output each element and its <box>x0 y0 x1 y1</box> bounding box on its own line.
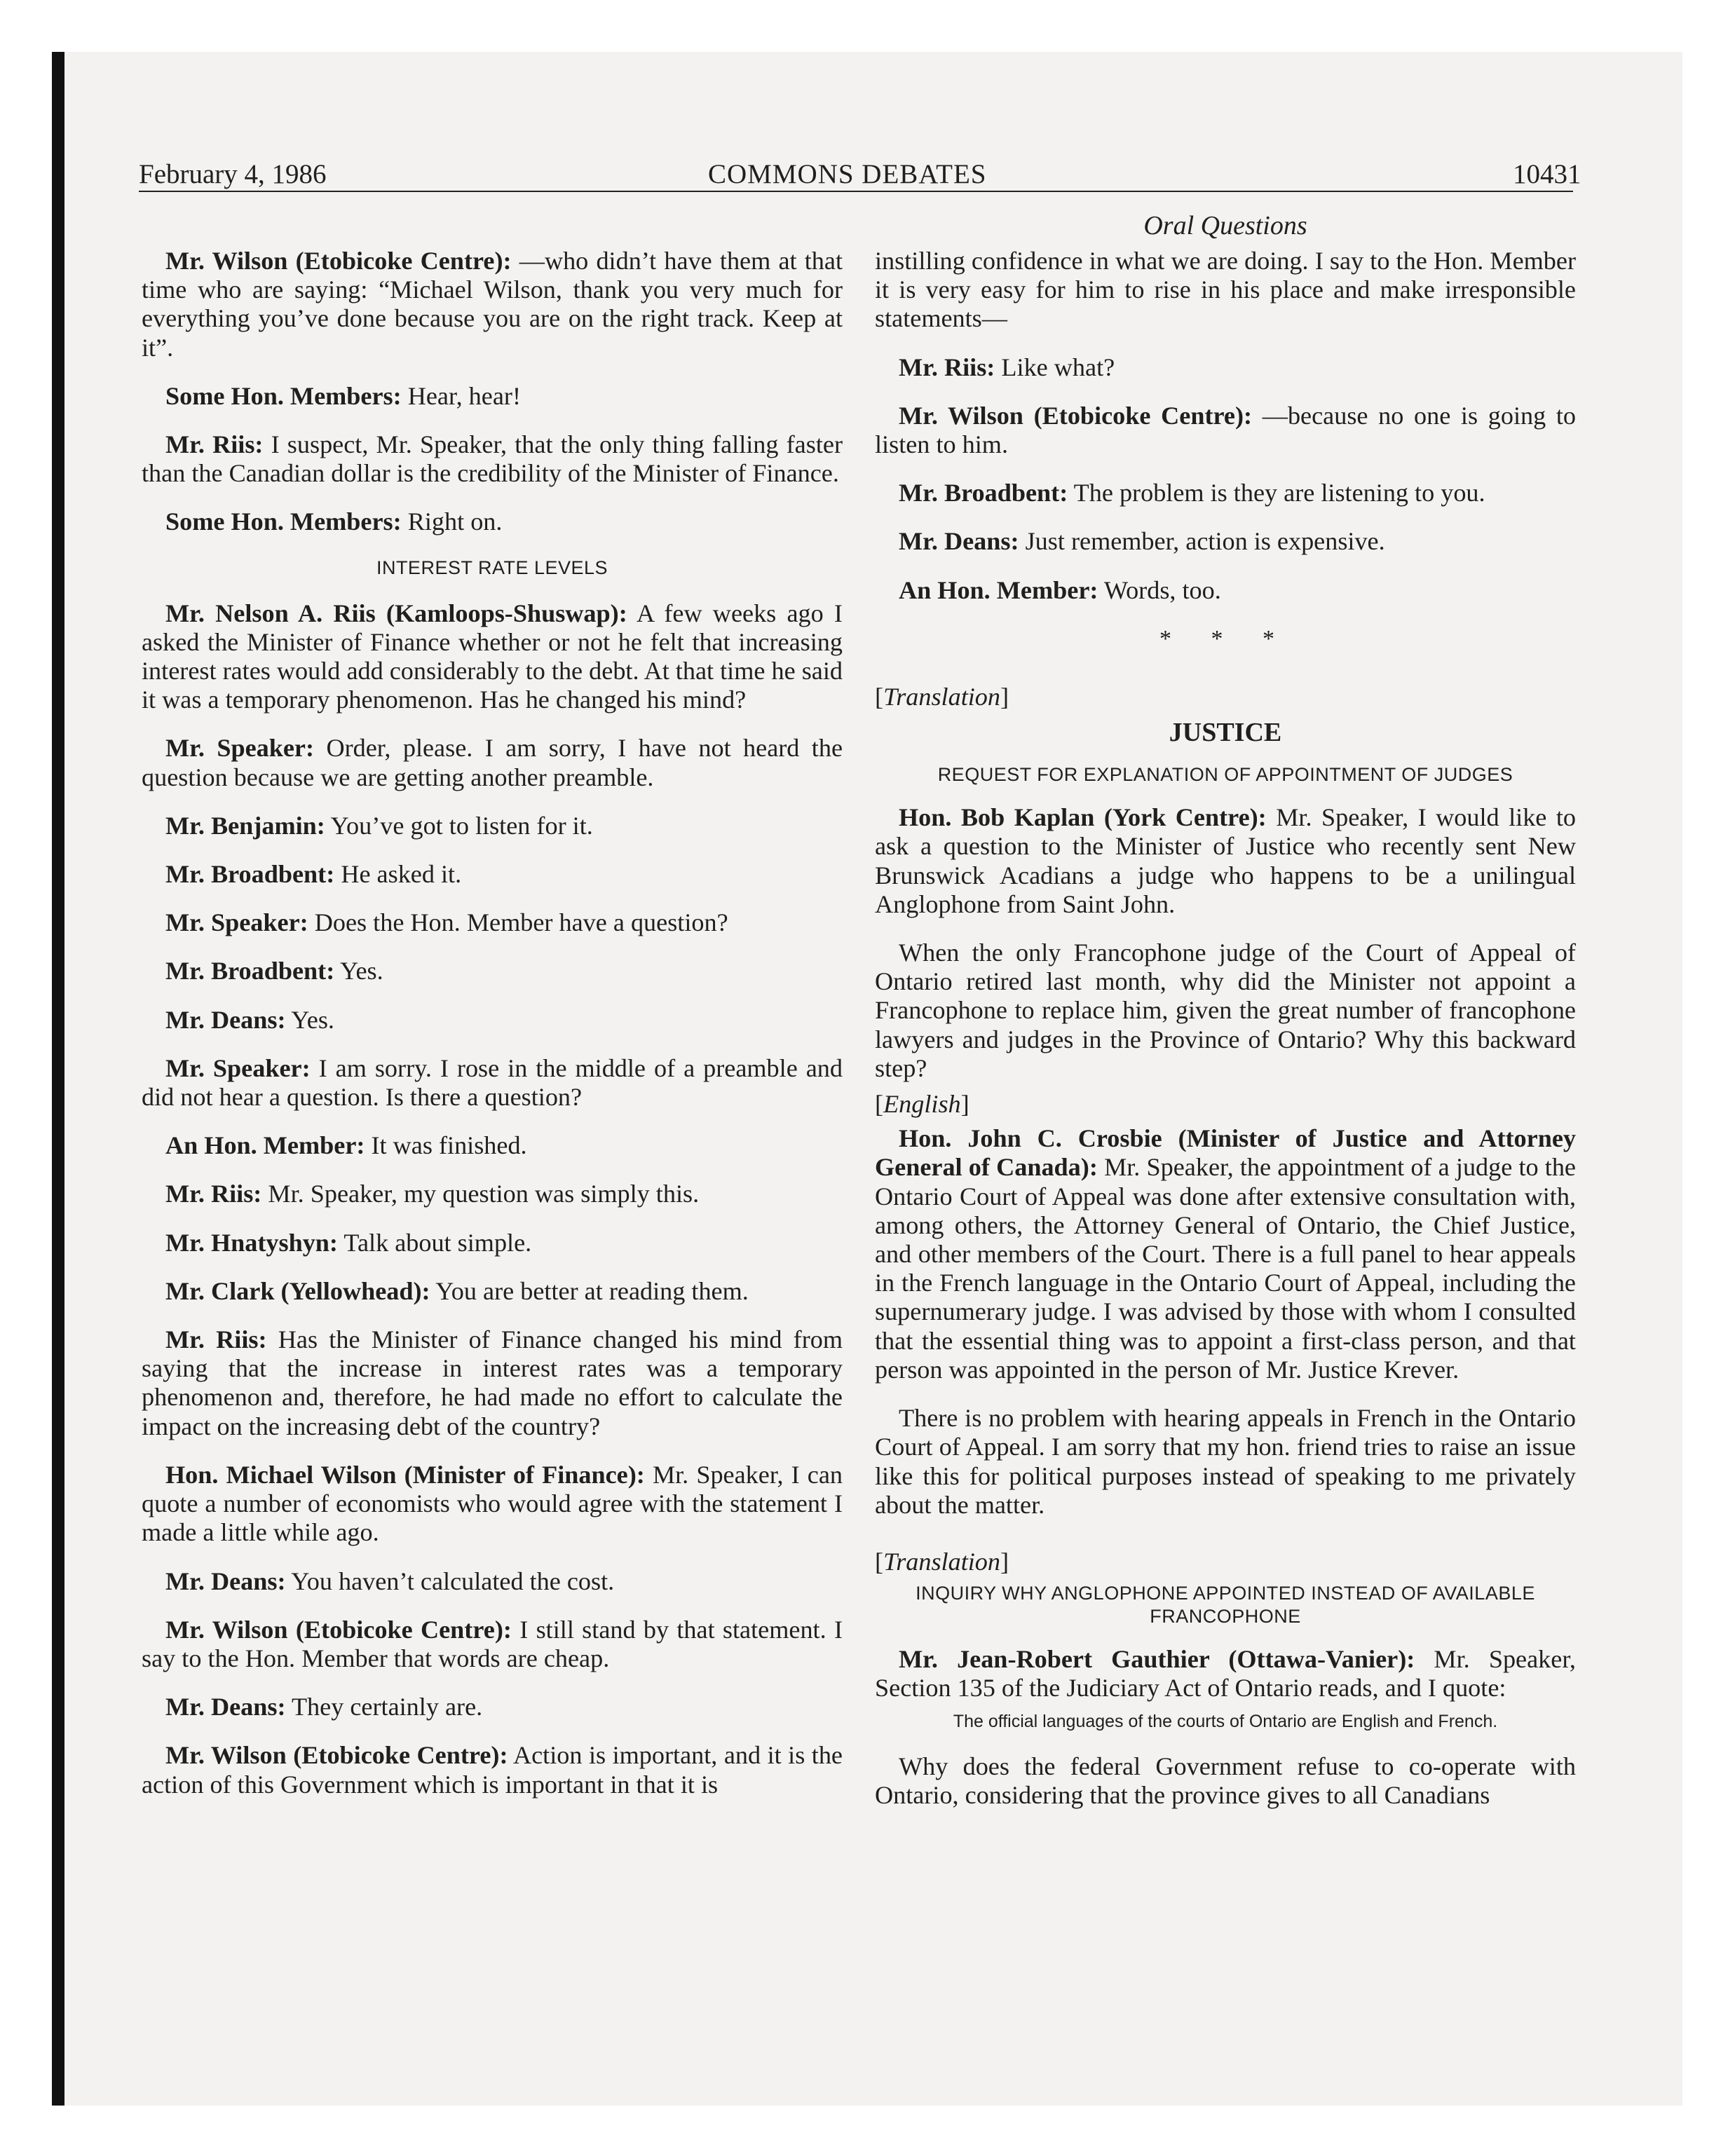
speaker: Mr. Jean-Robert Gauthier (Ottawa-Vanier): <box>899 1645 1415 1674</box>
paragraph <box>142 507 843 536</box>
paragraph <box>875 402 1576 459</box>
translation-marker: [Translation] <box>875 1547 1009 1576</box>
speaker: Mr. Broadbent: <box>899 479 1068 507</box>
paragraph <box>142 1616 843 1673</box>
speech: Mr. Speaker, I would like to ask a question to the Minister of Justice who recently sent New Brunswick Acadians a judge who happens to be a unilingual Anglophone from Saint John. <box>875 803 1577 918</box>
speaker: Hon. Bob Kaplan (York Centre): <box>899 803 1267 832</box>
paragraph <box>875 1124 1576 1384</box>
section-title: JUSTICE <box>1169 718 1282 748</box>
speech: When the only Francophone judge of the Court of Appeal of Ontario retired last month, why did the Minister not appoint a Francophone to replace him, given the great number of francophone lawyers and judges in the Province of Ontario? Why this backward step? <box>875 939 1576 1082</box>
speech: Does the Hon. Member have a question? <box>308 908 728 937</box>
speech: instilling confidence in what we are doing. I say to the Hon. Member it is very easy for him to rise in his place and make irresponsible statements— <box>875 247 1576 333</box>
speaker: Mr. Speaker: <box>165 1053 311 1082</box>
speech: Yes. <box>285 1005 334 1034</box>
speech: There is no problem with hearing appeals in French in the Ontario Court of Appeal. I am sorry that my hon. friend tries to raise an issue like this for political purposes instead of speaking to me privately about the matter. <box>875 1404 1576 1519</box>
speaker: Mr. Deans: <box>165 1693 286 1721</box>
speech: Yes. <box>334 957 383 985</box>
speech: Talk about simple. <box>337 1228 532 1257</box>
speaker: Some Hon. Members: <box>165 381 402 410</box>
left-column <box>142 247 843 1819</box>
speaker: Hon. John C. Crosbie (Minister of Justice and Attorney General of Canada): <box>875 1124 1576 1182</box>
speech: I am sorry. I rose in the middle of a preamble and did not hear a question. Is there a question? <box>142 1053 843 1112</box>
header-rule <box>139 191 1573 192</box>
speaker: Mr. Riis: <box>165 1180 262 1208</box>
speech: They certainly are. <box>285 1693 483 1721</box>
speech: Mr. Speaker, the appointment of a judge to the Ontario Court of Appeal was done after extensive consultation with, among others, the Attorney General of Ontario, the Chief Justice, and other members of the Court. There is a full panel to hear appeals in the French language in the Ontario Court of Appeal, including the supernumerary judge. I was advised by those with whom I consulted that the essential thing was to appoint a first-class person, and that person was appointed in the person of Mr. Justice Krever. <box>875 1153 1576 1384</box>
speaker: Mr. Deans: <box>165 1005 286 1034</box>
paragraph <box>142 734 843 791</box>
speech: A few weeks ago I asked the Minister of Finance whether or not he felt that increasing interest rates would add considerably to the debt. At that time he said it was a temporary phenomenon. Has he changed his mind? <box>142 599 843 714</box>
speech: You haven’t calculated the cost. <box>285 1567 615 1595</box>
paragraph <box>142 599 843 715</box>
speech: Mr. Speaker, my question was simply this. <box>261 1180 700 1208</box>
right-column <box>875 247 1576 1829</box>
speech: I suspect, Mr. Speaker, that the only thing falling faster than the Canadian dollar is the credibility of the Minister of Finance. <box>142 430 843 488</box>
paragraph <box>142 247 843 362</box>
paragraph <box>142 908 843 937</box>
translation-label: Translation <box>883 1547 1000 1576</box>
paragraph <box>875 803 1576 919</box>
speaker: Mr. Clark (Yellowhead): <box>165 1276 430 1305</box>
paragraph <box>142 382 843 411</box>
header-date: February 4, 1986 <box>139 159 327 189</box>
speech: It was finished. <box>365 1131 527 1160</box>
speaker: Mr. Riis: <box>165 430 264 459</box>
speech: Mr. Speaker, Section 135 of the Judiciary Act of Ontario reads, and I quote: <box>875 1645 1576 1703</box>
speaker: Mr. Broadbent: <box>165 860 335 889</box>
paragraph <box>142 860 843 889</box>
speech: Order, please. I am sorry, I have not heard the question because we are getting another preamble. <box>142 734 843 791</box>
paragraph <box>142 1180 843 1208</box>
section-separator: * * * <box>1159 625 1291 652</box>
speaker: An Hon. Member: <box>165 1131 365 1160</box>
section-heading: INQUIRY WHY ANGLOPHONE APPOINTED INSTEAD OF AVAILABLE FRANCOPHONE <box>916 1583 1535 1628</box>
speech: Right on. <box>401 507 503 536</box>
paragraph <box>142 1325 843 1441</box>
speaker: Mr. Wilson (Etobicoke Centre): <box>899 401 1253 430</box>
speaker: Mr. Benjamin: <box>165 811 325 840</box>
speech: Hear, hear! <box>401 381 522 410</box>
speech: —because no one is going to listen to him. <box>875 401 1577 459</box>
speaker: Mr. Nelson A. Riis (Kamloops-Shuswap): <box>165 599 627 627</box>
speech: Like what? <box>995 353 1115 381</box>
paragraph <box>142 430 843 488</box>
header-title: COMMONS DEBATES <box>708 159 987 189</box>
paragraph <box>142 1006 843 1035</box>
speech: I still stand by that statement. I say to the Hon. Member that words are cheap. <box>142 1615 843 1672</box>
speaker: Mr. Wilson (Etobicoke Centre): <box>165 247 512 275</box>
speech: Why does the federal Government refuse to co-operate with Ontario, considering that the province gives to all Canadians <box>875 1752 1576 1809</box>
paragraph <box>875 939 1576 1083</box>
paragraph <box>142 1277 843 1306</box>
speech: Words, too. <box>1098 575 1221 604</box>
translation-label: Translation <box>883 683 1000 711</box>
speaker: Some Hon. Members: <box>165 507 402 536</box>
speaker: Mr. Riis: <box>899 353 995 381</box>
paragraph <box>875 527 1576 556</box>
header-page-number: 10431 <box>1513 159 1581 189</box>
paragraph <box>142 1054 843 1112</box>
speech: You are better at reading them. <box>430 1276 749 1305</box>
speech: Mr. Speaker, I can quote a number of economists who would agree with the statement I made a little while ago. <box>142 1460 843 1547</box>
paragraph <box>875 576 1576 605</box>
speaker: Hon. Michael Wilson (Minister of Finance): <box>165 1460 645 1489</box>
speaker: An Hon. Member: <box>899 575 1098 604</box>
section-heading: INTEREST RATE LEVELS <box>376 557 608 578</box>
paragraph <box>142 1131 843 1160</box>
speaker: Mr. Broadbent: <box>165 957 335 985</box>
translation-marker: [Translation] <box>875 683 1009 711</box>
section-heading: REQUEST FOR EXPLANATION OF APPOINTMENT OF JUDGES <box>937 764 1513 786</box>
speaker: Mr. Deans: <box>899 527 1019 556</box>
paragraph <box>142 1693 843 1721</box>
paragraph <box>142 1741 843 1799</box>
speaker: Mr. Speaker: <box>165 908 308 937</box>
speaker: Mr. Wilson (Etobicoke Centre): <box>165 1741 508 1770</box>
speaker: Mr. Wilson (Etobicoke Centre): <box>165 1615 512 1644</box>
paragraph <box>875 1404 1576 1520</box>
paragraph <box>875 247 1576 334</box>
speaker: Mr. Riis: <box>165 1325 267 1354</box>
paragraph <box>142 1229 843 1257</box>
paragraph <box>142 1567 843 1596</box>
speaker: Mr. Deans: <box>165 1567 286 1595</box>
speech: Just remember, action is expensive. <box>1019 527 1385 556</box>
speech: He asked it. <box>334 860 462 889</box>
speaker: Mr. Hnatyshyn: <box>165 1228 338 1257</box>
speech: Has the Minister of Finance changed his mind from saying that the increase in interest rates was a temporary phenomenon and, therefore, he had made no effort to calculate the impact on the increasing debt of the country? <box>142 1325 843 1440</box>
speech: Action is important, and it is the action of this Government which is important in that it is <box>142 1741 843 1799</box>
language-marker: [English] <box>875 1090 969 1119</box>
paragraph <box>875 1645 1576 1703</box>
language-label: English <box>883 1090 961 1119</box>
paragraph <box>875 353 1576 382</box>
paragraph <box>142 812 843 840</box>
paragraph <box>875 479 1576 507</box>
paragraph <box>875 1752 1576 1810</box>
running-head: Oral Questions <box>1143 211 1307 240</box>
paragraph <box>142 957 843 985</box>
speech: You’ve got to listen for it. <box>325 811 593 840</box>
speaker: Mr. Speaker: <box>165 734 315 763</box>
speech: The problem is they are listening to you. <box>1068 479 1485 507</box>
paragraph <box>142 1461 843 1548</box>
block-quote: The official languages of the courts of Ontario are English and French. <box>953 1711 1498 1731</box>
speech: —who didn’t have them at that time who are saying: “Michael Wilson, thank you very much for everything you’ve done because you are on the right track. Keep at it”. <box>142 247 843 362</box>
